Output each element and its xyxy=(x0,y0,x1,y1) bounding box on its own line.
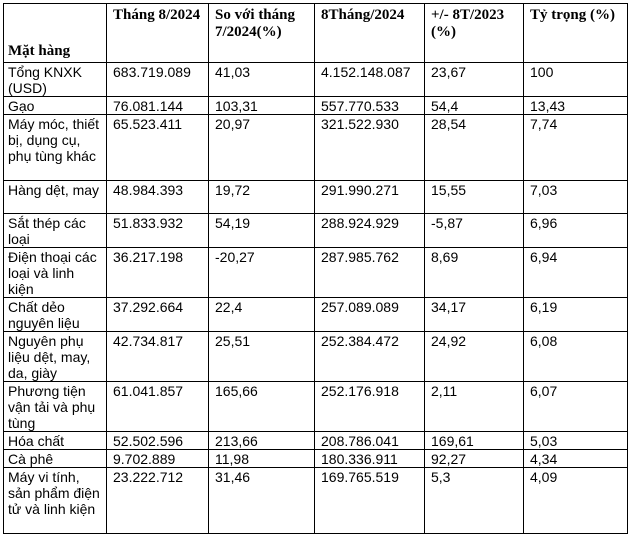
cell-month: 9.702.889 xyxy=(107,450,209,468)
cell-vs-prev-month: 22,4 xyxy=(209,298,315,332)
cell-vs-8m-2023: 92,27 xyxy=(425,450,524,468)
cell-month: 65.523.411 xyxy=(107,115,209,181)
cell-month: 52.502.596 xyxy=(107,432,209,450)
cell-vs-prev-month: 19,72 xyxy=(209,181,315,214)
cell-eight-months: 169.765.519 xyxy=(315,468,425,534)
table-row xyxy=(4,115,628,181)
cell-eight-months: 321.522.930 xyxy=(315,115,425,181)
cell-eight-months: 252.384.472 xyxy=(315,332,425,382)
cell-vs-8m-2023: 5,3 xyxy=(425,468,524,534)
cell-share: 6,08 xyxy=(524,332,628,382)
export-table xyxy=(3,3,628,534)
table-row xyxy=(4,248,628,298)
table-row xyxy=(4,468,628,534)
header-month: Tháng 8/2024 xyxy=(107,4,209,63)
cell-eight-months: 252.176.918 xyxy=(315,382,425,432)
cell-vs-8m-2023: 169,61 xyxy=(425,432,524,450)
cell-month: 37.292.664 xyxy=(107,298,209,332)
cell-share: 13,43 xyxy=(524,97,628,115)
cell-eight-months: 208.786.041 xyxy=(315,432,425,450)
cell-vs-8m-2023: 54,4 xyxy=(425,97,524,115)
cell-vs-prev-month: 103,31 xyxy=(209,97,315,115)
cell-eight-months: 4.152.148.087 xyxy=(315,63,425,97)
cell-vs-8m-2023: 24,92 xyxy=(425,332,524,382)
cell-eight-months: 287.985.762 xyxy=(315,248,425,298)
cell-item: Hóa chất xyxy=(4,432,107,450)
cell-month: 23.222.712 xyxy=(107,468,209,534)
cell-month: 36.217.198 xyxy=(107,248,209,298)
table-body xyxy=(4,63,628,534)
cell-vs-prev-month: 41,03 xyxy=(209,63,315,97)
table-row xyxy=(4,214,628,248)
cell-item: Điện thoại các loại và linh kiện xyxy=(4,248,107,298)
cell-vs-8m-2023: 15,55 xyxy=(425,181,524,214)
cell-item: Máy móc, thiết bị, dụng cụ, phụ tùng khác xyxy=(4,115,107,181)
cell-eight-months: 180.336.911 xyxy=(315,450,425,468)
cell-item: Tổng KNXK (USD) xyxy=(4,63,107,97)
cell-month: 51.833.932 xyxy=(107,214,209,248)
cell-share: 5,03 xyxy=(524,432,628,450)
cell-item: Hàng dệt, may xyxy=(4,181,107,214)
cell-vs-prev-month: 20,97 xyxy=(209,115,315,181)
cell-item: Nguyên phụ liệu dệt, may, da, giày xyxy=(4,332,107,382)
cell-share: 4,34 xyxy=(524,450,628,468)
cell-share: 7,74 xyxy=(524,115,628,181)
cell-item: Gạo xyxy=(4,97,107,115)
cell-share: 7,03 xyxy=(524,181,628,214)
cell-eight-months: 288.924.929 xyxy=(315,214,425,248)
cell-item: Máy vi tính, sản phẩm điện tử và linh kiện xyxy=(4,468,107,534)
cell-share: 6,94 xyxy=(524,248,628,298)
header-vs-8m-2023: +/- 8T/2023 (%) xyxy=(425,4,524,63)
header-eight-months: 8Tháng/2024 xyxy=(315,4,425,63)
table-row xyxy=(4,332,628,382)
header-vs-prev-month: So với tháng 7/2024(%) xyxy=(209,4,315,63)
cell-share: 6,07 xyxy=(524,382,628,432)
cell-vs-prev-month: 54,19 xyxy=(209,214,315,248)
cell-share: 6,19 xyxy=(524,298,628,332)
header-item: Mặt hàng xyxy=(4,4,107,63)
cell-share: 100 xyxy=(524,63,628,97)
cell-vs-8m-2023: 8,69 xyxy=(425,248,524,298)
table-row xyxy=(4,298,628,332)
table-row xyxy=(4,97,628,115)
table-row xyxy=(4,63,628,97)
header-share: Tỷ trọng (%) xyxy=(524,4,628,63)
cell-eight-months: 557.770.533 xyxy=(315,97,425,115)
cell-vs-8m-2023: 23,67 xyxy=(425,63,524,97)
cell-month: 683.719.089 xyxy=(107,63,209,97)
cell-item: Cà phê xyxy=(4,450,107,468)
cell-item: Sắt thép các loại xyxy=(4,214,107,248)
cell-vs-8m-2023: -5,87 xyxy=(425,214,524,248)
header-row xyxy=(4,4,628,63)
cell-month: 76.081.144 xyxy=(107,97,209,115)
cell-share: 6,96 xyxy=(524,214,628,248)
cell-share: 4,09 xyxy=(524,468,628,534)
cell-month: 61.041.857 xyxy=(107,382,209,432)
cell-vs-prev-month: 31,46 xyxy=(209,468,315,534)
cell-vs-prev-month: 165,66 xyxy=(209,382,315,432)
cell-vs-8m-2023: 2,11 xyxy=(425,382,524,432)
table-row xyxy=(4,432,628,450)
cell-month: 48.984.393 xyxy=(107,181,209,214)
cell-month: 42.734.817 xyxy=(107,332,209,382)
cell-eight-months: 291.990.271 xyxy=(315,181,425,214)
cell-vs-8m-2023: 34,17 xyxy=(425,298,524,332)
cell-vs-prev-month: 213,66 xyxy=(209,432,315,450)
cell-vs-8m-2023: 28,54 xyxy=(425,115,524,181)
table-row xyxy=(4,181,628,214)
cell-item: Phương tiện vận tải và phụ tùng xyxy=(4,382,107,432)
cell-vs-prev-month: -20,27 xyxy=(209,248,315,298)
cell-eight-months: 257.089.089 xyxy=(315,298,425,332)
cell-vs-prev-month: 11,98 xyxy=(209,450,315,468)
table-row xyxy=(4,382,628,432)
cell-item: Chất dẻo nguyên liệu xyxy=(4,298,107,332)
cell-vs-prev-month: 25,51 xyxy=(209,332,315,382)
table-row xyxy=(4,450,628,468)
